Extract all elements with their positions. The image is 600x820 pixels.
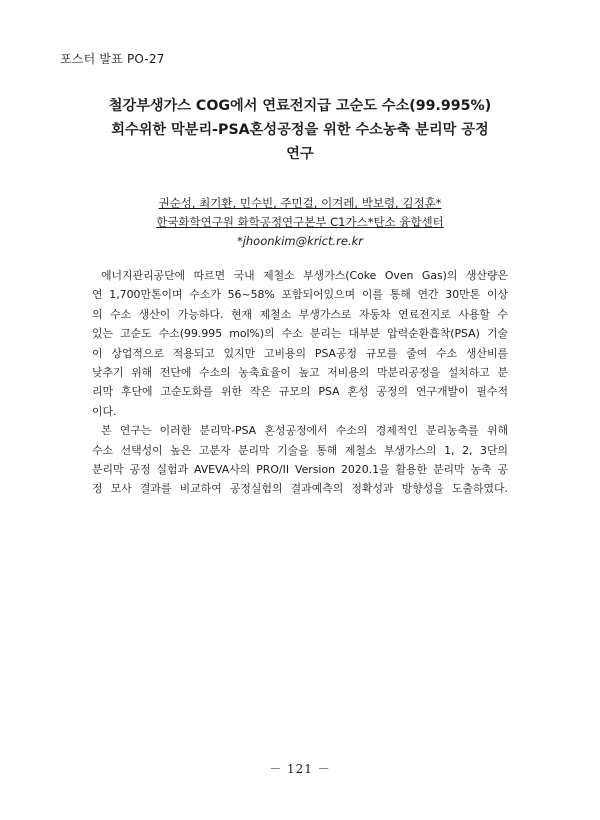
text-line: 분리막 공정 실험과 AVEVA사의 PRO/II Version 2020.1을 활용한 분리막 농축 공	[92, 463, 508, 477]
title-line: 연구	[286, 146, 314, 162]
author-block	[0, 194, 600, 251]
text-line: 이 상업적으로 적용되고 있지만 고비용의 PSA공정 규모를 줄여 수소 생산비를	[92, 346, 508, 360]
title-line: 철강부생가스 COG에서 연료전지급 고순도 수소(99.995%)	[108, 98, 492, 114]
abstract-body	[92, 266, 508, 499]
page-number: － 121 －	[269, 762, 331, 776]
author-names: 권순성, 최기환, 민수빈, 주민걸, 이겨레, 박보령, 김정훈*	[158, 196, 442, 210]
text-line: 리막 후단에 고순도화를 위한 작은 규모의 PSA 혼성 공정의 연구개발이 필수적	[92, 385, 508, 399]
author-affiliation: 한국화학연구원 화학공정연구본부 C1가스*탄소 융합센터	[156, 215, 444, 229]
author-email: *jhoonkim@krict.re.kr	[236, 234, 364, 248]
abstract-paragraph	[92, 266, 508, 421]
paper-title	[70, 94, 530, 166]
text-line: 의 수소 생산이 가능하다. 현재 제철소 부생가스로 자동차 연료전지로 사용할 수	[92, 307, 508, 321]
text-line: 정 모사 결과를 비교하여 공정실험의 결과예측의 정확성과 방향성을 도출하였다.	[92, 482, 508, 496]
text-line: 낮추기 위해 전단에 수소의 농축효율이 높고 저비용의 막분리공정을 설치하고 분	[92, 366, 508, 380]
poster-tag: 포스터 발표 PO-27	[60, 52, 165, 66]
text-line: 에너지관리공단에 따르면 국내 제철소 부생가스(Coke Oven Gas)의 생산량은	[101, 269, 508, 282]
title-line: 회수위한 막분리-PSA혼성공정을 위한 수소농축 분리막 공정	[111, 122, 489, 138]
text-line: 연 1,700만톤이며 수소가 56~58% 포함되어있으며 이를 통해 연간 30만톤 이상	[92, 288, 508, 302]
text-line: 수소 선택성이 높은 고분자 분리막 기술을 통해 제철소 부생가스의 1, 2, 3단의	[92, 443, 508, 457]
text-line: 이다.	[92, 404, 117, 418]
abstract-paragraph	[92, 421, 508, 499]
text-line: 본 연구는 이러한 분리막-PSA 혼성공정에서 수소의 경제적인 분리농축를 위해	[101, 424, 508, 438]
text-line: 있는 고순도 수소(99.995 mol%)의 수소 분리는 대부분 압력순환흡착(PSA) 기술	[92, 327, 508, 341]
